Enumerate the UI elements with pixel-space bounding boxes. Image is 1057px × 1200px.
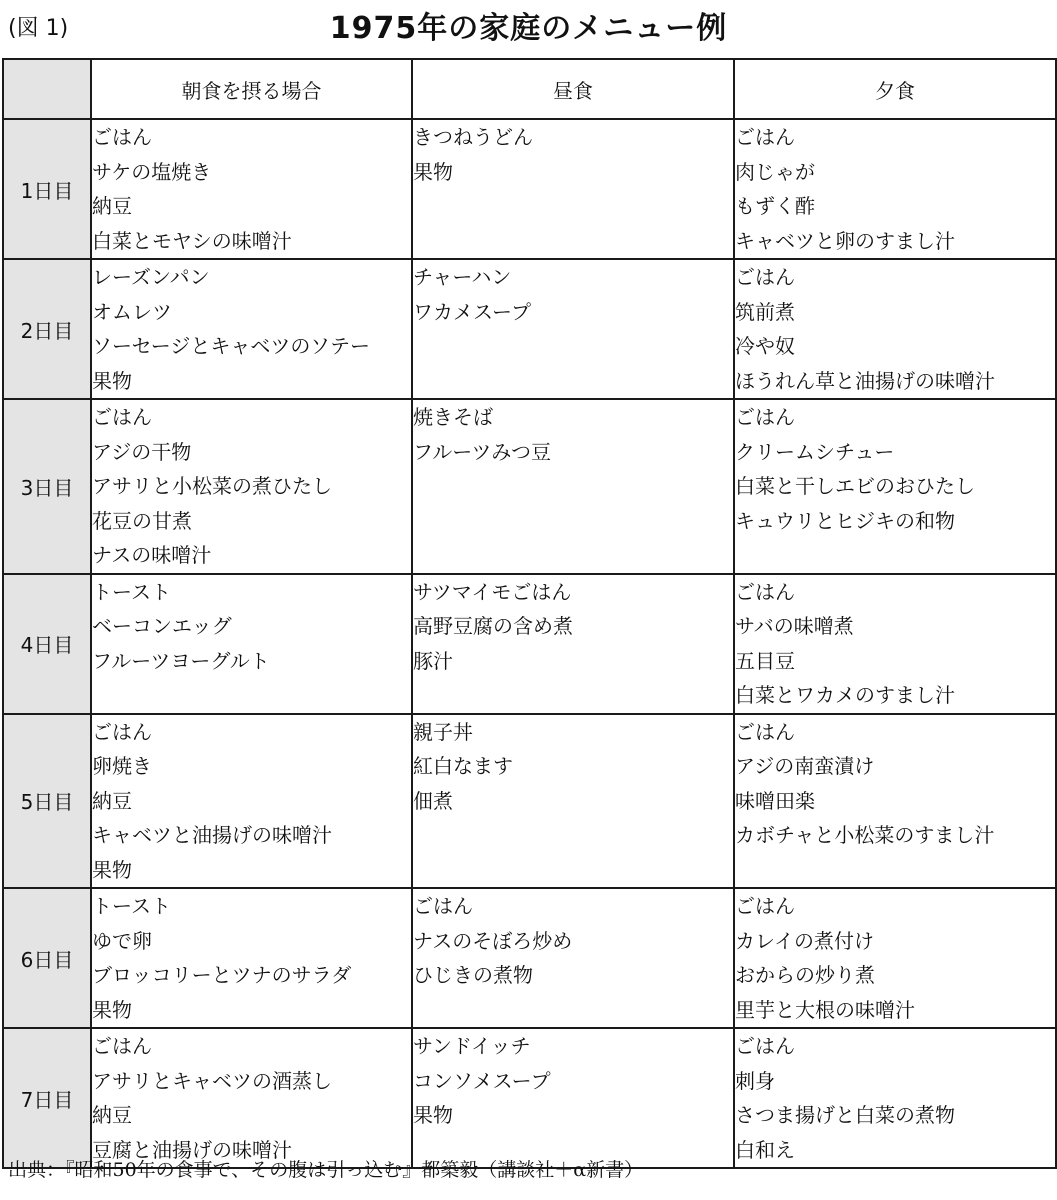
menu-item: ごはん — [735, 1034, 795, 1058]
menu-item: 納豆 — [92, 788, 132, 813]
menu-item: 高野豆腐の含め煮 — [413, 614, 573, 638]
breakfast-cell — [91, 119, 412, 259]
lunch-cell — [412, 714, 734, 889]
menu-item: 白和え — [735, 1137, 795, 1162]
day-label: 5日目 — [3, 714, 91, 889]
menu-item: 果物 — [92, 857, 132, 882]
menu-item: さつま揚げと白菜の煮物 — [735, 1103, 955, 1127]
menu-item: ナスのそぼろ炒め — [413, 928, 573, 953]
menu-item: カレイの煮付け — [735, 928, 874, 953]
menu-item: キャベツと油揚げの味噌汁 — [92, 823, 332, 847]
table-row — [3, 1028, 1056, 1168]
figure-label: (図 1) — [8, 16, 69, 41]
menu-item: サバの味噌煮 — [735, 614, 854, 638]
page-title: 1975年の家庭のメニュー例 — [329, 11, 728, 46]
table-row — [3, 119, 1056, 259]
menu-item: 納豆 — [92, 194, 132, 218]
table-header-row — [3, 59, 1056, 119]
header-dinner: 夕食 — [734, 59, 1056, 119]
dinner-cell — [734, 714, 1056, 889]
breakfast-cell — [91, 574, 412, 714]
menu-item: 味噌田楽 — [735, 788, 815, 813]
menu-item: フルーツみつ豆 — [413, 439, 551, 464]
menu-item: レーズンパン — [92, 265, 210, 289]
menu-item: ごはん — [413, 894, 473, 918]
menu-item: 肉じゃが — [735, 159, 815, 184]
menu-item: 紅白なます — [413, 754, 513, 778]
menu-item: 花豆の甘煮 — [92, 508, 192, 533]
menu-item: チャーハン — [413, 265, 512, 289]
menu-item: 里芋と大根の味噌汁 — [735, 997, 915, 1022]
lunch-cell — [412, 888, 734, 1028]
menu-item: ベーコンエッグ — [92, 614, 232, 638]
corner-cell — [3, 59, 91, 119]
menu-table — [2, 58, 1057, 1169]
menu-item: アサリと小松菜の煮ひたし — [92, 474, 332, 498]
menu-item: 納豆 — [92, 1103, 132, 1127]
menu-item: キュウリとヒジキの和物 — [735, 508, 955, 533]
table-row — [3, 259, 1056, 399]
menu-item: きつねうどん — [413, 125, 533, 149]
menu-item: 焼きそば — [413, 405, 493, 429]
menu-item: カボチャと小松菜のすまし汁 — [735, 823, 995, 847]
lunch-cell — [412, 399, 734, 574]
dinner-cell — [734, 119, 1056, 259]
menu-item: ごはん — [735, 405, 795, 429]
menu-item: ごはん — [92, 719, 152, 744]
lunch-cell — [412, 574, 734, 714]
menu-item: コンソメスープ — [413, 1068, 551, 1093]
menu-table-body — [3, 119, 1056, 1168]
menu-item: キャベツと卵のすまし汁 — [735, 228, 955, 253]
menu-item: 刺身 — [735, 1068, 775, 1093]
day-label: 3日目 — [3, 399, 91, 574]
table-row — [3, 714, 1056, 889]
breakfast-cell — [91, 259, 412, 399]
menu-item: 冷や奴 — [735, 334, 795, 358]
menu-item: 果物 — [413, 159, 453, 184]
dinner-cell — [734, 259, 1056, 399]
day-label: 2日目 — [3, 259, 91, 399]
day-label: 6日目 — [3, 888, 91, 1028]
menu-item: クリームシチュー — [735, 439, 895, 464]
table-row — [3, 399, 1056, 574]
menu-item: 果物 — [413, 1103, 453, 1127]
breakfast-cell — [91, 888, 412, 1028]
menu-item: オムレツ — [92, 299, 172, 324]
menu-item: ソーセージとキャベツのソテー — [92, 334, 370, 358]
menu-item: 豆腐と油揚げの味噌汁 — [92, 1137, 292, 1162]
menu-item: 白菜と干しエビのおひたし — [735, 474, 975, 498]
menu-item: 白菜とワカメのすまし汁 — [735, 683, 955, 707]
menu-item: ごはん — [92, 405, 152, 429]
menu-item: もずく酢 — [735, 194, 815, 218]
table-row — [3, 888, 1056, 1028]
menu-item: アジの南蛮漬け — [735, 754, 875, 778]
breakfast-cell — [91, 714, 412, 889]
dinner-cell — [734, 574, 1056, 714]
dinner-cell — [734, 1028, 1056, 1168]
menu-item: 果物 — [92, 368, 132, 393]
menu-item: ごはん — [735, 894, 795, 918]
menu-item: 白菜とモヤシの味噌汁 — [92, 228, 292, 253]
menu-item: 親子丼 — [413, 719, 473, 744]
menu-item: ごはん — [735, 579, 795, 604]
menu-item: ナスの味噌汁 — [92, 543, 212, 567]
menu-item: トースト — [92, 894, 171, 918]
menu-item: 豚汁 — [413, 648, 453, 673]
menu-item: 五目豆 — [735, 648, 795, 673]
menu-item: ほうれん草と油揚げの味噌汁 — [735, 368, 995, 393]
menu-item: 筑前煮 — [735, 299, 795, 324]
menu-item: ごはん — [735, 719, 795, 744]
day-label: 1日目 — [3, 119, 91, 259]
menu-item: ブロッコリーとツナのサラダ — [92, 963, 352, 987]
menu-item: ごはん — [735, 265, 795, 289]
menu-item: サケの塩焼き — [92, 159, 212, 184]
menu-item: アサリとキャベツの酒蒸し — [92, 1068, 332, 1093]
day-label: 7日目 — [3, 1028, 91, 1168]
menu-item: おからの炒り煮 — [735, 963, 875, 987]
header-breakfast: 朝食を摂る場合 — [91, 59, 412, 119]
menu-item: ごはん — [92, 125, 152, 149]
table-row — [3, 574, 1056, 714]
menu-item: 果物 — [92, 997, 132, 1022]
menu-item: トースト — [92, 579, 171, 604]
menu-item: 佃煮 — [413, 788, 453, 813]
breakfast-cell — [91, 399, 412, 574]
menu-item: サンドイッチ — [413, 1034, 531, 1058]
menu-item: ごはん — [92, 1034, 152, 1058]
menu-item: ワカメスープ — [413, 299, 531, 324]
menu-item: ひじきの煮物 — [413, 963, 533, 987]
header-lunch: 昼食 — [412, 59, 734, 119]
lunch-cell — [412, 1028, 734, 1168]
lunch-cell — [412, 259, 734, 399]
breakfast-cell — [91, 1028, 412, 1168]
menu-item: フルーツヨーグルト — [92, 648, 270, 673]
day-label: 4日目 — [3, 574, 91, 714]
menu-item: ごはん — [735, 125, 795, 149]
source-citation: 出典：『昭和50年の食事で、その腹は引っ込む』都築毅（講談社＋α新書） — [8, 1159, 644, 1181]
lunch-cell — [412, 119, 734, 259]
menu-item: アジの干物 — [92, 439, 192, 464]
menu-item: 卵焼き — [92, 754, 152, 778]
dinner-cell — [734, 888, 1056, 1028]
menu-item: サツマイモごはん — [413, 579, 572, 604]
menu-item: ゆで卵 — [92, 928, 152, 953]
dinner-cell — [734, 399, 1056, 574]
